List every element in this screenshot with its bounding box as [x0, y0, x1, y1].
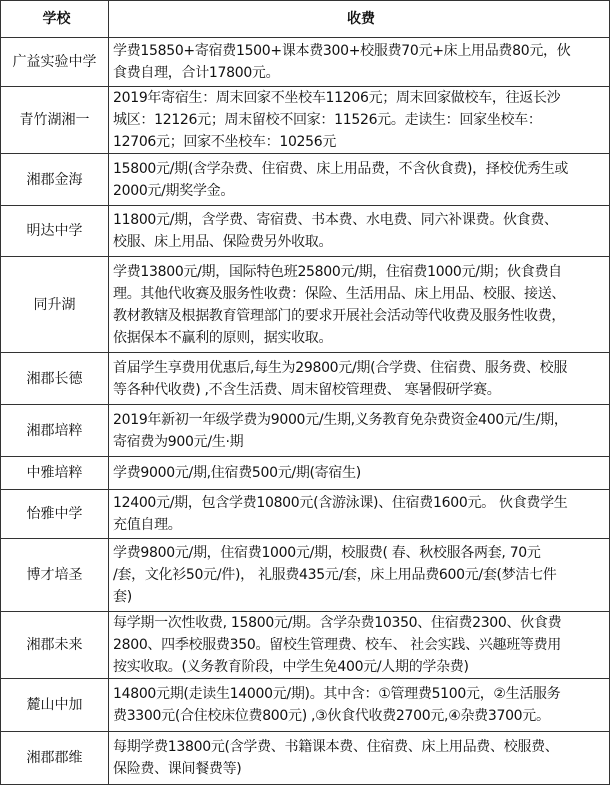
table-row [1, 206, 610, 257]
fee-line: 2019年寄宿生：周末回家不坐校车11206元；周末回家做校车，往返长沙 [113, 90, 561, 106]
fee-description [109, 87, 610, 154]
table-row [1, 539, 610, 612]
table-row [1, 457, 610, 490]
table-row [1, 38, 610, 87]
table-row [1, 353, 610, 405]
school-name: 怡雅中学 [1, 490, 109, 539]
fee-line: 15800元/期(含学杂费、住宿费、床上用品费，不含伙食费)，择校优秀生或 [113, 160, 569, 177]
school-name: 麓山中加 [1, 679, 109, 732]
fee-line: 学费13800元/期，国际特色班25800元/期，住宿费1000元/期；伙食费自 [113, 263, 562, 280]
header-fee: 收费 [109, 1, 610, 38]
school-name: 广益实验中学 [1, 38, 109, 87]
fee-line: 2019年新初一年级学费为9000元/生期,义务教育免杂费资金400元/生/期， [113, 411, 568, 428]
fee-description [109, 154, 610, 206]
fee-line: 套) [113, 589, 132, 605]
school-name: 明达中学 [1, 206, 109, 257]
fee-description [109, 457, 610, 490]
fee-line: 费3300元(合住校床位费800元) ,③伙食代收费2700元,④杂费3700元。 [113, 708, 550, 724]
school-name: 湘郡培粹 [1, 405, 109, 457]
fee-line: 11800元/期，含学费、寄宿费、书本费、水电费、同六补课费。伙食费、 [113, 212, 558, 228]
school-name: 中雅培粹 [1, 457, 109, 490]
fee-line: 首届学生享费用优惠后,每生为29800元/期(合学费、住宿费、服务费、校服 [113, 359, 568, 376]
fee-description [109, 405, 610, 457]
fee-description [109, 732, 610, 785]
fee-line: 食费自理，合计17800元。 [113, 65, 280, 81]
school-name: 湘郡郡维 [1, 732, 109, 785]
fee-line: 保险费、课间餐费等) [113, 761, 242, 777]
fee-line: 14800元期(走读生14000元/期)。其中含：①管理费5100元，②生活服务 [113, 686, 561, 702]
fee-line: 理。其他代收赛及服务性收费：保险、生活用品、床上用品、校服、接送、 [113, 285, 566, 302]
table-row [1, 732, 610, 785]
table-row [1, 490, 610, 539]
header-row [1, 1, 610, 38]
fee-description [109, 490, 610, 539]
fee-line: 12706元；回家不坐校车：10256元 [113, 134, 337, 150]
school-name: 湘郡未来 [1, 612, 109, 679]
fee-line: 充值自理。 [113, 517, 182, 533]
fee-line: 2000元/期奖学金。 [113, 182, 235, 199]
fee-description [109, 38, 610, 87]
fee-description [109, 612, 610, 679]
school-name: 博才培圣 [1, 539, 109, 612]
fee-description [109, 679, 610, 732]
table-row [1, 87, 610, 154]
table-row [1, 154, 610, 206]
school-name: 同升湖 [1, 257, 109, 353]
school-name: 青竹湖湘一 [1, 87, 109, 154]
table-row [1, 612, 610, 679]
fee-line: 每期学费13800元(含学费、书籍课本费、住宿费、床上用品费、校服费、 [113, 739, 559, 755]
fee-line: 每学期一次性收费, 15800元/期。含学杂费10350、住宿费2300、伙食费 [113, 615, 562, 631]
fee-description [109, 257, 610, 353]
school-name: 湘郡长德 [1, 353, 109, 405]
fee-description [109, 539, 610, 612]
header-school: 学校 [1, 1, 109, 38]
fee-line: 按实收取。(义务教育阶段，中学生免400元/人期的学杂费) [113, 659, 469, 675]
fee-line: 学费9000元/期,住宿费500元/期(寄宿生) [113, 465, 361, 481]
fee-line: 寄宿费为900元/生·期 [113, 433, 244, 450]
fee-description [109, 353, 610, 405]
fee-line: 2800、四季校服费350。留校生管理费、校车、 社会实践、兴趣班等费用 [113, 637, 561, 653]
school-name: 湘郡金海 [1, 154, 109, 206]
fee-line: 校服、床上用品、保险费另外收取。 [113, 234, 333, 250]
fee-line: 教材教辖及根据教育管理部门的要求开展社会活动等代收费及服务性收费， [113, 307, 566, 324]
table-row [1, 679, 610, 732]
fee-description [109, 206, 610, 257]
fee-line: /套，文化衫50元/件)， 礼服费435元/套，床上用品费600元/套(梦洁七件 [113, 567, 557, 583]
fee-line: 依据保本不赢利的原则，据实收取。 [113, 329, 333, 346]
fee-line: 等各种代收费) ,不含生活费、周末留校管理费、 寒暑假研学赛。 [113, 381, 501, 398]
fee-line: 城区：12126元；周末留校不回家：11526元。走读生：回家坐校车： [113, 112, 542, 128]
table-row [1, 405, 610, 457]
fee-line: 学费15850+寄宿费1500+课本费300+校服费70元+床上用品费80元，伙 [113, 43, 571, 59]
fee-line: 12400元/期，包含学费10800元(含游泳课)、住宿费1600元。 伙食费学生 [113, 495, 568, 511]
table-row [1, 257, 610, 353]
fee-line: 学费9800元/期，住宿费1000元/期，校服费( 春、秋校服各两套, 70元 [113, 545, 541, 561]
